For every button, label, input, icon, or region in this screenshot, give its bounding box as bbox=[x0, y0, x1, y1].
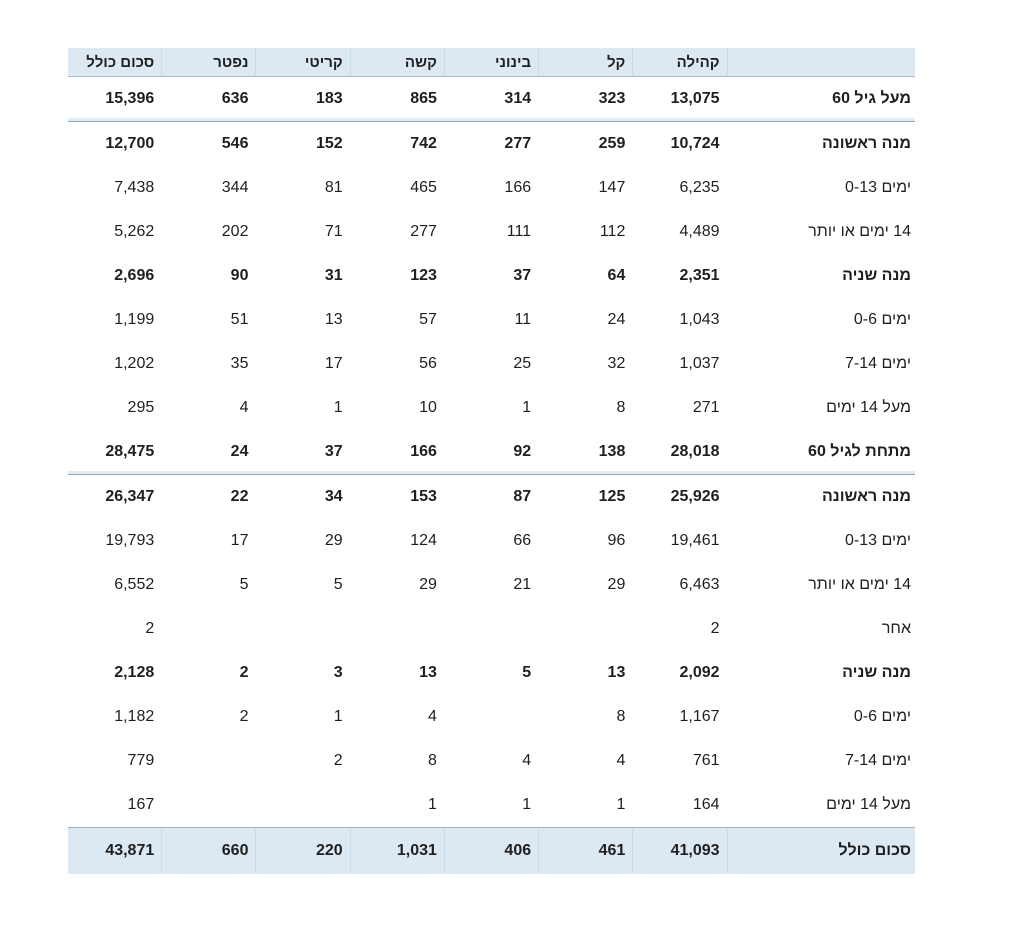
column-header-total: סכום כולל bbox=[68, 48, 162, 77]
value-cell: 81 bbox=[324, 179, 343, 196]
value-cell: 8 bbox=[428, 752, 437, 769]
value-cell: 32 bbox=[607, 355, 626, 372]
value-cell: 4 bbox=[428, 708, 437, 725]
value-cell: 2,128 bbox=[114, 664, 155, 681]
table-row bbox=[68, 695, 915, 739]
table-body bbox=[68, 77, 915, 828]
value-cell: 8 bbox=[616, 399, 626, 416]
value-cell: 19,793 bbox=[105, 532, 155, 549]
column-header-community: קהילה bbox=[633, 48, 727, 77]
value-cell bbox=[162, 739, 256, 783]
value-cell: 66 bbox=[513, 532, 532, 549]
footer-value-cell: 660 bbox=[162, 828, 256, 875]
value-cell: 17 bbox=[324, 355, 343, 372]
value-cell: 25 bbox=[513, 355, 532, 372]
value-cell: 64 bbox=[607, 267, 626, 284]
value-cell: 138 bbox=[539, 430, 633, 475]
value-cell: 125 bbox=[598, 488, 626, 505]
value-cell: 13 bbox=[419, 664, 437, 681]
value-cell: 6,552 bbox=[114, 576, 155, 593]
value-cell: 183 bbox=[256, 77, 350, 122]
value-cell: 87 bbox=[513, 488, 532, 505]
value-cell: 6,235 bbox=[679, 179, 720, 196]
vaccination-status-table bbox=[68, 48, 915, 874]
value-cell: 152 bbox=[315, 135, 343, 152]
value-cell: 6,463 bbox=[679, 576, 720, 593]
table-row bbox=[68, 607, 915, 651]
value-cell: 21 bbox=[513, 576, 532, 593]
value-cell: 166 bbox=[351, 430, 445, 475]
header-row bbox=[68, 48, 915, 77]
value-cell: 13 bbox=[324, 311, 343, 328]
value-cell: 10 bbox=[419, 399, 437, 416]
value-cell: 28,475 bbox=[68, 430, 162, 475]
value-cell: 344 bbox=[221, 179, 249, 196]
table-header bbox=[68, 48, 915, 77]
row-label: מעל 14 ימים bbox=[826, 796, 911, 813]
value-cell: 3 bbox=[333, 664, 343, 681]
value-cell: 15,396 bbox=[68, 77, 162, 122]
footer-value-cell: 41,093 bbox=[633, 828, 727, 875]
table-row bbox=[68, 430, 915, 475]
value-cell: 2,092 bbox=[679, 664, 720, 681]
value-cell: 92 bbox=[445, 430, 539, 475]
value-cell: 2,696 bbox=[114, 267, 155, 284]
row-label: ימים 7-14 bbox=[845, 752, 911, 769]
value-cell: 19,461 bbox=[670, 532, 720, 549]
value-cell: 2,351 bbox=[679, 267, 720, 284]
value-cell: 5,262 bbox=[114, 223, 155, 240]
value-cell: 277 bbox=[504, 135, 532, 152]
table-row bbox=[68, 166, 915, 210]
table-row bbox=[68, 254, 915, 298]
column-header-severe: קשה bbox=[351, 48, 445, 77]
row-label: מנה ראשונה bbox=[821, 488, 911, 505]
table-row bbox=[68, 475, 915, 520]
value-cell: 761 bbox=[692, 752, 720, 769]
value-cell: 26,347 bbox=[105, 488, 155, 505]
value-cell: 13 bbox=[607, 664, 626, 681]
value-cell: 259 bbox=[598, 135, 626, 152]
footer-row-label: סכום כולל bbox=[728, 828, 915, 875]
value-cell: 71 bbox=[324, 223, 343, 240]
value-cell: 167 bbox=[127, 796, 155, 813]
footer-row bbox=[68, 828, 915, 875]
row-label: ימים 0-6 bbox=[853, 708, 911, 725]
value-cell: 164 bbox=[692, 796, 720, 813]
value-cell: 111 bbox=[506, 223, 532, 240]
value-cell bbox=[351, 607, 445, 651]
value-cell: 34 bbox=[324, 488, 343, 505]
value-cell: 7,438 bbox=[114, 179, 155, 196]
value-cell: 277 bbox=[410, 223, 437, 240]
value-cell: 56 bbox=[419, 355, 437, 372]
value-cell: 22 bbox=[230, 488, 249, 505]
value-cell: 147 bbox=[598, 179, 626, 196]
value-cell: 2 bbox=[239, 708, 249, 725]
value-cell: 37 bbox=[513, 267, 532, 284]
table-row bbox=[68, 298, 915, 342]
table-footer bbox=[68, 828, 915, 875]
corner-cell bbox=[728, 48, 915, 77]
column-header-deceased: נפטר bbox=[162, 48, 256, 77]
value-cell: 1 bbox=[522, 399, 532, 416]
data-table bbox=[68, 48, 915, 874]
value-cell: 124 bbox=[410, 532, 437, 549]
value-cell: 202 bbox=[221, 223, 249, 240]
value-cell: 1,043 bbox=[679, 311, 720, 328]
value-cell: 5 bbox=[333, 576, 343, 593]
value-cell: 29 bbox=[419, 576, 437, 593]
value-cell: 1,167 bbox=[679, 708, 720, 725]
value-cell: 1 bbox=[616, 796, 626, 813]
column-header-moderate: בינוני bbox=[445, 48, 539, 77]
value-cell: 31 bbox=[324, 267, 343, 284]
value-cell: 17 bbox=[230, 532, 249, 549]
value-cell: 37 bbox=[256, 430, 350, 475]
row-label: מעל 14 ימים bbox=[826, 399, 911, 416]
footer-value-cell: 43,871 bbox=[68, 828, 162, 875]
value-cell: 865 bbox=[351, 77, 445, 122]
value-cell: 24 bbox=[607, 311, 626, 328]
value-cell: 2 bbox=[710, 620, 720, 637]
value-cell: 13,075 bbox=[633, 77, 727, 122]
value-cell: 271 bbox=[692, 399, 720, 416]
value-cell: 2 bbox=[333, 752, 343, 769]
value-cell: 5 bbox=[239, 576, 249, 593]
value-cell: 636 bbox=[162, 77, 256, 122]
row-label: אחר bbox=[881, 620, 911, 637]
value-cell: 51 bbox=[230, 311, 249, 328]
value-cell: 25,926 bbox=[670, 488, 720, 505]
table-row bbox=[68, 122, 915, 167]
value-cell: 4 bbox=[522, 752, 532, 769]
value-cell bbox=[445, 607, 539, 651]
value-cell: 779 bbox=[127, 752, 155, 769]
row-label: מעל גיל 60 bbox=[728, 77, 915, 122]
value-cell: 1 bbox=[522, 796, 532, 813]
table-row bbox=[68, 519, 915, 563]
value-cell: 28,018 bbox=[633, 430, 727, 475]
value-cell: 153 bbox=[410, 488, 437, 505]
value-cell: 1 bbox=[333, 708, 343, 725]
value-cell: 1,037 bbox=[679, 355, 720, 372]
table-row bbox=[68, 651, 915, 695]
value-cell: 11 bbox=[514, 311, 532, 328]
value-cell: 112 bbox=[599, 223, 626, 240]
value-cell: 1,182 bbox=[114, 708, 155, 725]
value-cell: 35 bbox=[230, 355, 249, 372]
footer-value-cell: 406 bbox=[445, 828, 539, 875]
footer-value-cell: 1,031 bbox=[351, 828, 445, 875]
column-header-critical: קריטי bbox=[256, 48, 350, 77]
row-label: ימים 0-13 bbox=[845, 532, 911, 549]
value-cell: 24 bbox=[162, 430, 256, 475]
value-cell: 96 bbox=[607, 532, 626, 549]
value-cell: 295 bbox=[127, 399, 155, 416]
row-label: מנה שניה bbox=[842, 664, 911, 681]
table-row bbox=[68, 210, 915, 254]
value-cell: 546 bbox=[221, 135, 249, 152]
value-cell bbox=[256, 783, 350, 828]
row-label: 14 ימים או יותר bbox=[808, 223, 911, 240]
value-cell: 465 bbox=[410, 179, 437, 196]
row-label: ימים 7-14 bbox=[845, 355, 911, 372]
value-cell: 12,700 bbox=[105, 135, 155, 152]
value-cell: 742 bbox=[410, 135, 437, 152]
row-label: ימים 0-6 bbox=[853, 311, 911, 328]
value-cell: 323 bbox=[539, 77, 633, 122]
row-label: מנה ראשונה bbox=[821, 135, 911, 152]
value-cell: 4,489 bbox=[679, 223, 720, 240]
value-cell: 2 bbox=[239, 664, 249, 681]
value-cell: 1 bbox=[428, 796, 437, 813]
footer-value-cell: 220 bbox=[256, 828, 350, 875]
value-cell: 166 bbox=[504, 179, 532, 196]
value-cell: 29 bbox=[324, 532, 343, 549]
value-cell: 1 bbox=[333, 399, 343, 416]
value-cell bbox=[445, 695, 539, 739]
value-cell bbox=[162, 783, 256, 828]
column-header-mild: קל bbox=[539, 48, 633, 77]
value-cell: 1,199 bbox=[114, 311, 155, 328]
value-cell: 314 bbox=[445, 77, 539, 122]
value-cell: 8 bbox=[616, 708, 626, 725]
value-cell: 90 bbox=[230, 267, 249, 284]
value-cell: 4 bbox=[616, 752, 626, 769]
table-row bbox=[68, 77, 915, 122]
value-cell: 2 bbox=[145, 620, 155, 637]
table-row bbox=[68, 386, 915, 430]
value-cell bbox=[539, 607, 633, 651]
row-label: מנה שניה bbox=[842, 267, 911, 284]
value-cell bbox=[256, 607, 350, 651]
value-cell: 123 bbox=[410, 267, 437, 284]
table-row bbox=[68, 783, 915, 828]
value-cell: 29 bbox=[607, 576, 626, 593]
table-row bbox=[68, 563, 915, 607]
value-cell: 4 bbox=[239, 399, 249, 416]
value-cell: 1,202 bbox=[114, 355, 155, 372]
value-cell: 57 bbox=[419, 311, 437, 328]
value-cell bbox=[162, 607, 256, 651]
footer-value-cell: 461 bbox=[539, 828, 633, 875]
value-cell: 10,724 bbox=[670, 135, 720, 152]
table-row bbox=[68, 342, 915, 386]
row-label: 14 ימים או יותר bbox=[808, 576, 911, 593]
table-row bbox=[68, 739, 915, 783]
row-label: ימים 0-13 bbox=[845, 179, 911, 196]
value-cell: 5 bbox=[522, 664, 532, 681]
row-label: מתחת לגיל 60 bbox=[728, 430, 915, 475]
